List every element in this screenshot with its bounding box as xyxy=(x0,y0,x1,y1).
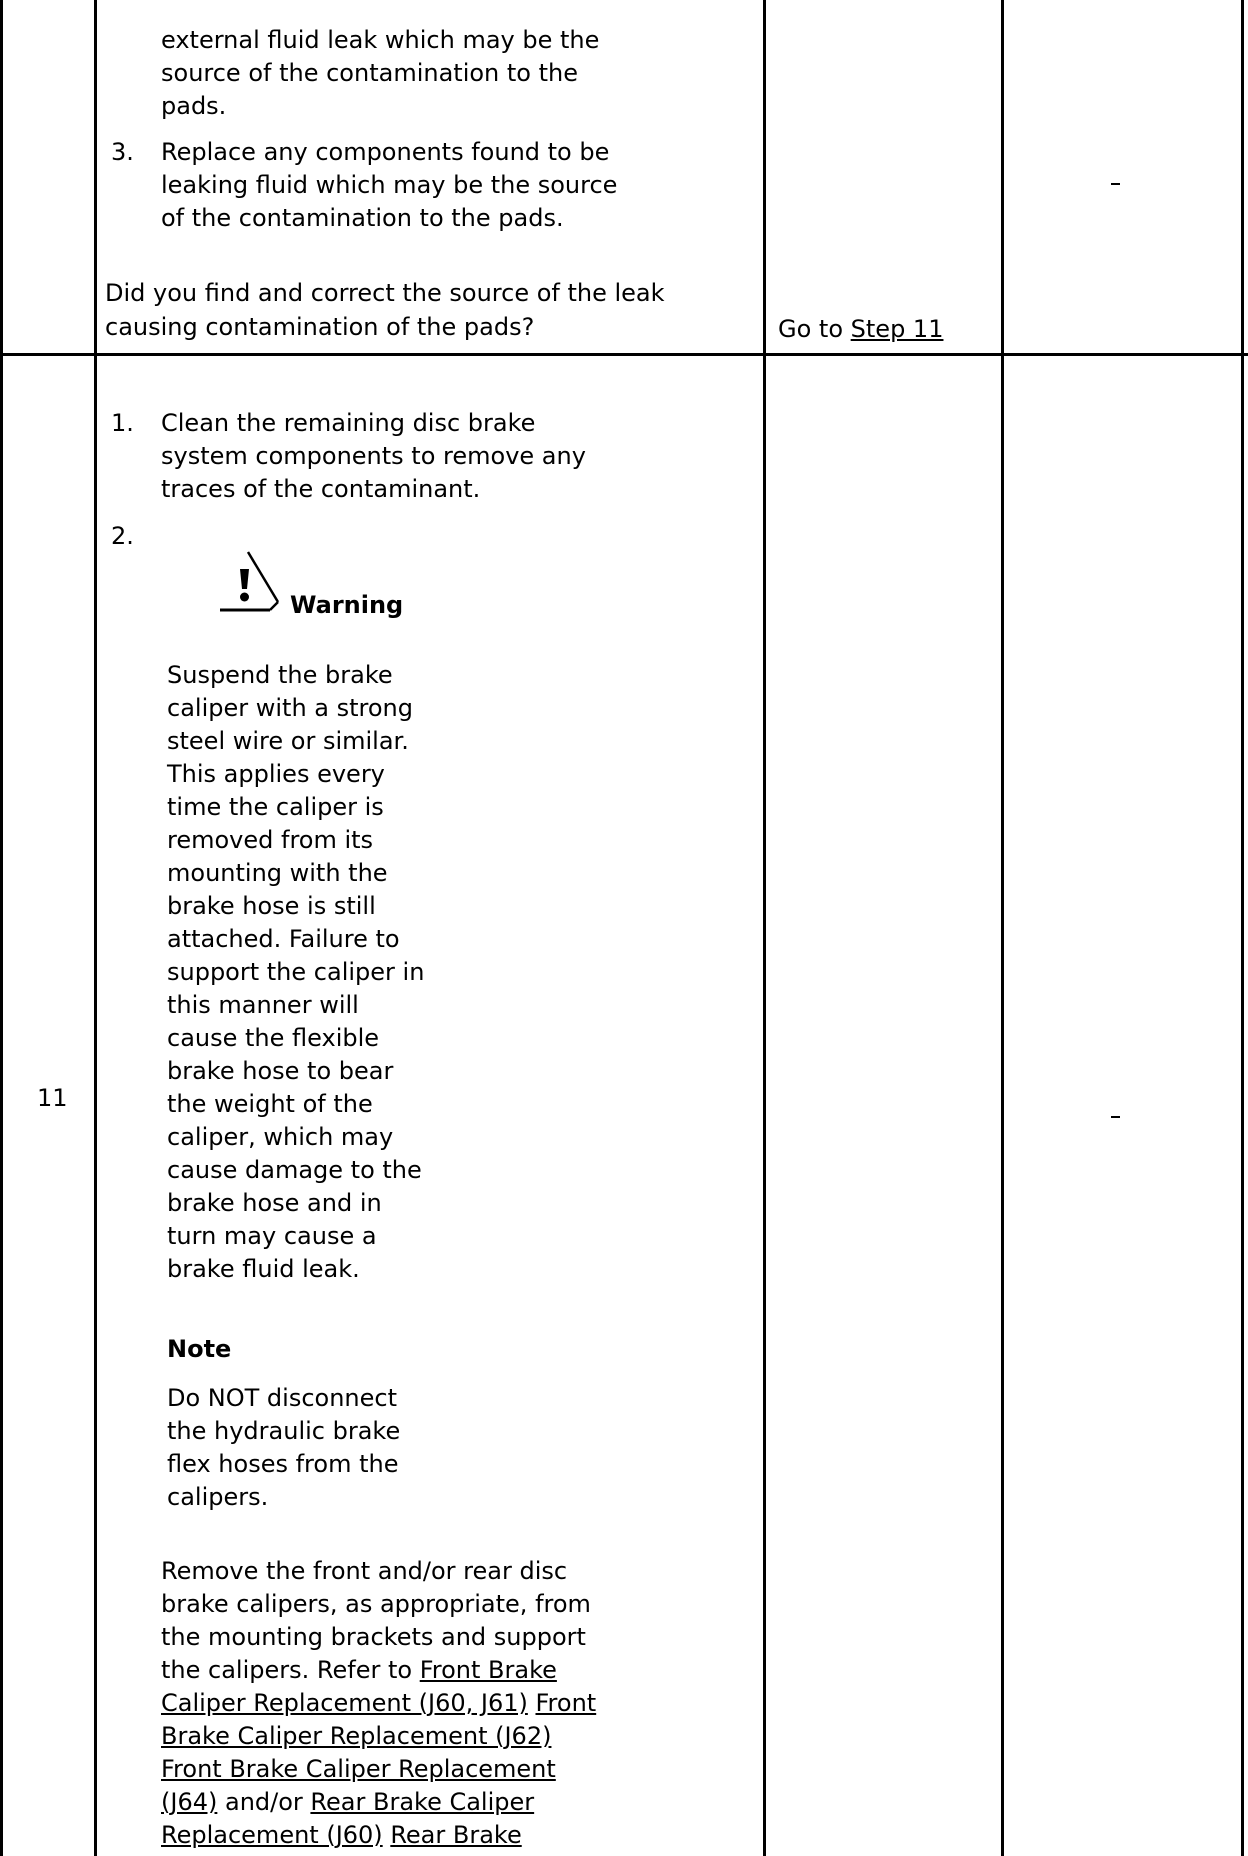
note-line-4: calipers. xyxy=(167,1483,269,1511)
remove-line-6 xyxy=(161,1720,551,1753)
andor-text: and/or xyxy=(224,1788,303,1816)
warning-line-19: brake fluid leak. xyxy=(167,1255,360,1283)
warning-line-12: cause the flexible xyxy=(167,1024,380,1052)
table-border-right xyxy=(1241,0,1244,1856)
remove-line-8 xyxy=(161,1786,534,1819)
warning-line-6: removed from its xyxy=(167,826,374,854)
remove-line-2: brake calipers, as appropriate, from xyxy=(161,1590,591,1618)
front-caliper-j60-j61-link[interactable]: Front Brake xyxy=(419,1656,557,1684)
front-caliper-j64-link-cont[interactable]: (J64) xyxy=(161,1788,218,1816)
rear-brake-link[interactable]: Rear Brake xyxy=(390,1821,522,1849)
row11-step-number: 11 xyxy=(37,1084,68,1112)
row11-item1-line3: traces of the contaminant. xyxy=(161,475,481,503)
warning-line-2: caliper with a strong xyxy=(167,694,413,722)
column-divider-step xyxy=(94,0,97,1856)
rear-caliper-j60-link[interactable]: Rear Brake Caliper xyxy=(310,1788,535,1816)
row11-item1-number: 1. xyxy=(111,409,134,437)
warning-title: Warning xyxy=(290,591,404,619)
row10-item3-line1: Replace any components found to be xyxy=(161,138,610,166)
note-line-3: flex hoses from the xyxy=(167,1450,399,1478)
warning-line-8: brake hose is still xyxy=(167,892,376,920)
warning-line-10: support the caliper in xyxy=(167,958,425,986)
row10-question-line2: causing contamination of the pads? xyxy=(105,313,535,341)
remove-line-7 xyxy=(161,1753,556,1786)
front-caliper-j62-link-cont[interactable]: Brake Caliper Replacement (J62) xyxy=(161,1722,552,1750)
warning-line-1: Suspend the brake xyxy=(167,661,393,689)
row10-yes-cell xyxy=(778,313,943,346)
note-title: Note xyxy=(167,1335,232,1363)
refer-prefix: the calipers. Refer to xyxy=(161,1656,413,1684)
row11-item1-line2: system components to remove any xyxy=(161,442,586,470)
column-divider-yes xyxy=(1001,0,1004,1856)
warning-line-17: brake hose and in xyxy=(167,1189,382,1217)
row10-item1-line2: source of the contamination to the xyxy=(161,59,578,87)
front-caliper-j60-j61-link-cont[interactable]: Caliper Replacement (J60, J61) xyxy=(161,1689,528,1717)
warning-line-9: attached. Failure to xyxy=(167,925,400,953)
goto-prefix: Go to xyxy=(778,315,844,343)
row11-no-dash xyxy=(1111,1116,1120,1118)
front-caliper-j62-link[interactable]: Front xyxy=(535,1689,597,1717)
row10-question-line1: Did you find and correct the source of the leak xyxy=(105,279,665,307)
column-divider-action xyxy=(763,0,766,1856)
remove-line-3: the mounting brackets and support xyxy=(161,1623,586,1651)
note-line-2: the hydraulic brake xyxy=(167,1417,401,1445)
warning-line-5: time the caliper is xyxy=(167,793,384,821)
row10-item3-line3: of the contamination to the pads. xyxy=(161,204,564,232)
remove-line-4 xyxy=(161,1654,557,1687)
note-line-1: Do NOT disconnect xyxy=(167,1384,398,1412)
row11-item2-number: 2. xyxy=(111,522,134,550)
row10-item1-line1: external fluid leak which may be the xyxy=(161,26,600,54)
table-border-left xyxy=(0,0,3,1856)
warning-line-18: turn may cause a xyxy=(167,1222,377,1250)
row10-item1-line3: pads. xyxy=(161,92,227,120)
warning-line-4: This applies every xyxy=(167,760,385,788)
row10-item3-number: 3. xyxy=(111,138,134,166)
row10-item3-line2: leaking fluid which may be the source xyxy=(161,171,618,199)
warning-line-7: mounting with the xyxy=(167,859,388,887)
row11-item1-line1: Clean the remaining disc brake xyxy=(161,409,536,437)
warning-line-3: steel wire or similar. xyxy=(167,727,409,755)
warning-line-13: brake hose to bear xyxy=(167,1057,394,1085)
row-divider xyxy=(0,353,1248,356)
step-11-link[interactable]: Step 11 xyxy=(850,315,944,343)
warning-line-15: caliper, which may xyxy=(167,1123,394,1151)
warning-line-11: this manner will xyxy=(167,991,359,1019)
rear-caliper-j60-link-cont[interactable]: Replacement (J60) xyxy=(161,1821,383,1849)
warning-triangle-icon xyxy=(220,548,282,614)
row10-no-dash xyxy=(1111,183,1120,185)
warning-line-16: cause damage to the xyxy=(167,1156,422,1184)
remove-line-5 xyxy=(161,1687,596,1720)
warning-line-14: the weight of the xyxy=(167,1090,373,1118)
front-caliper-j64-link[interactable]: Front Brake Caliper Replacement xyxy=(161,1755,556,1783)
remove-line-9 xyxy=(161,1819,522,1852)
remove-line-1: Remove the front and/or rear disc xyxy=(161,1557,568,1585)
